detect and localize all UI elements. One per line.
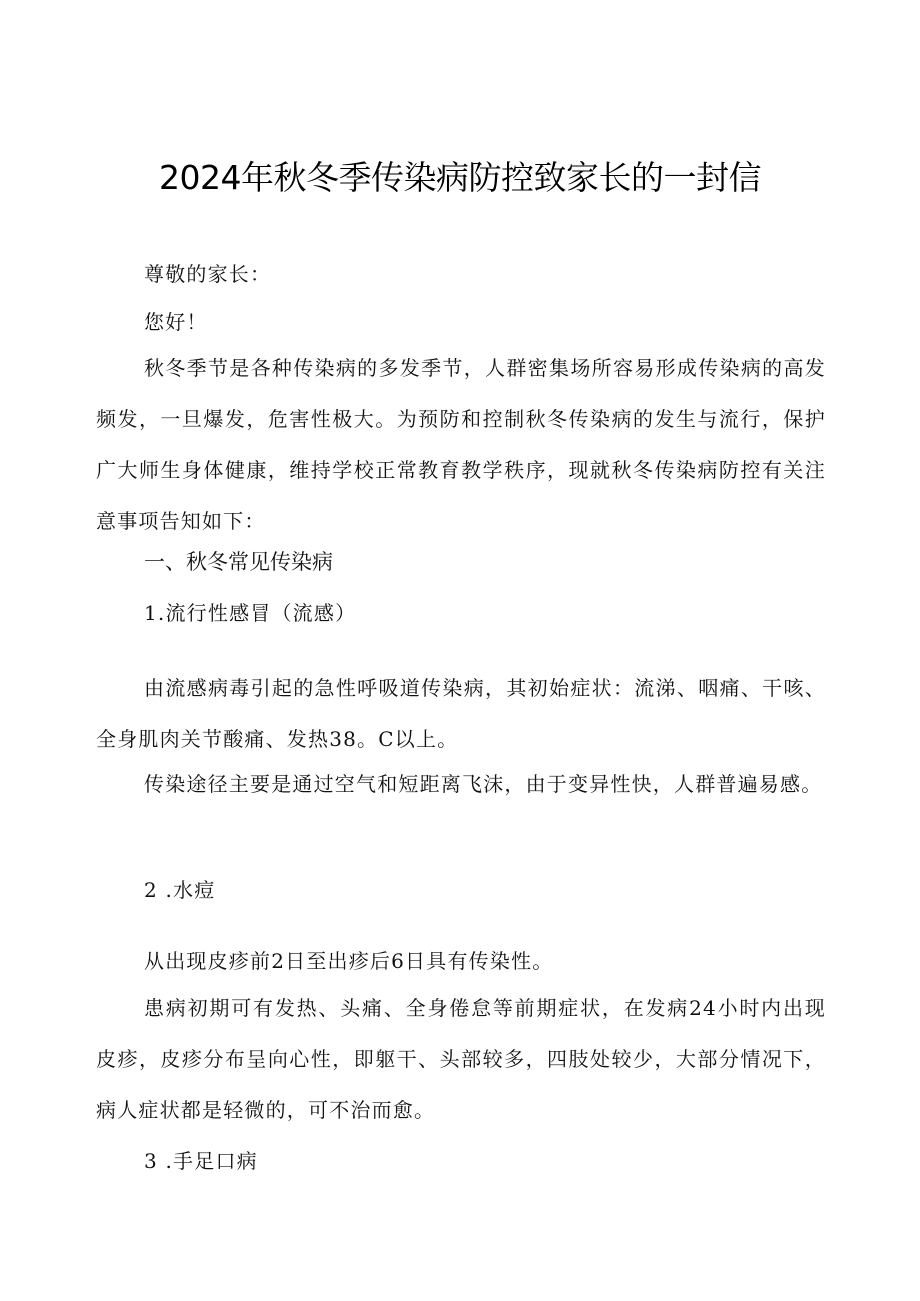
salutation: 尊敬的家长： bbox=[144, 262, 272, 286]
item-heading-chickenpox: 2 .水痘 bbox=[144, 878, 216, 902]
document-title: 2024年秋冬季传染病防控致家长的一封信 bbox=[159, 158, 761, 197]
greeting: 您好！ bbox=[144, 310, 208, 334]
chickenpox-contagious-paragraph: 从出现皮疹前2日至出疹后6日具有传染性。 bbox=[144, 949, 554, 973]
item-heading-influenza: 1.流行性感冒（流感） bbox=[144, 601, 357, 625]
influenza-symptoms-paragraph: 由流感病毒引起的急性呼吸道传染病，其初始症状：流涕、咽痛、干咳、全身肌肉关节酸痛、发热38。C以上。 bbox=[96, 676, 826, 751]
intro-paragraph: 秋冬季节是各种传染病的多发季节，人群密集场所容易形成传染病的高发频发，一旦爆发，危害性极大。为预防和控制秋冬传染病的发生与流行，保护广大师生身体健康，维持学校正常教育教学秩序，现就秋冬传染病防控有关注意事项告知如下： bbox=[96, 356, 826, 533]
influenza-transmission-paragraph: 传染途径主要是通过空气和短距离飞沫，由于变异性快，人群普遍易感。 bbox=[144, 772, 823, 796]
chickenpox-symptoms-paragraph: 患病初期可有发热、头痛、全身倦怠等前期症状，在发病24小时内出现皮疹，皮疹分布呈向心性，即躯干、头部较多，四肢处较少，大部分情况下，病人症状都是轻微的，可不治而愈。 bbox=[96, 996, 826, 1122]
section-heading-common-diseases: 一、秋冬常见传染病 bbox=[144, 550, 333, 574]
item-heading-hfmd: 3 .手足口病 bbox=[144, 1149, 258, 1173]
